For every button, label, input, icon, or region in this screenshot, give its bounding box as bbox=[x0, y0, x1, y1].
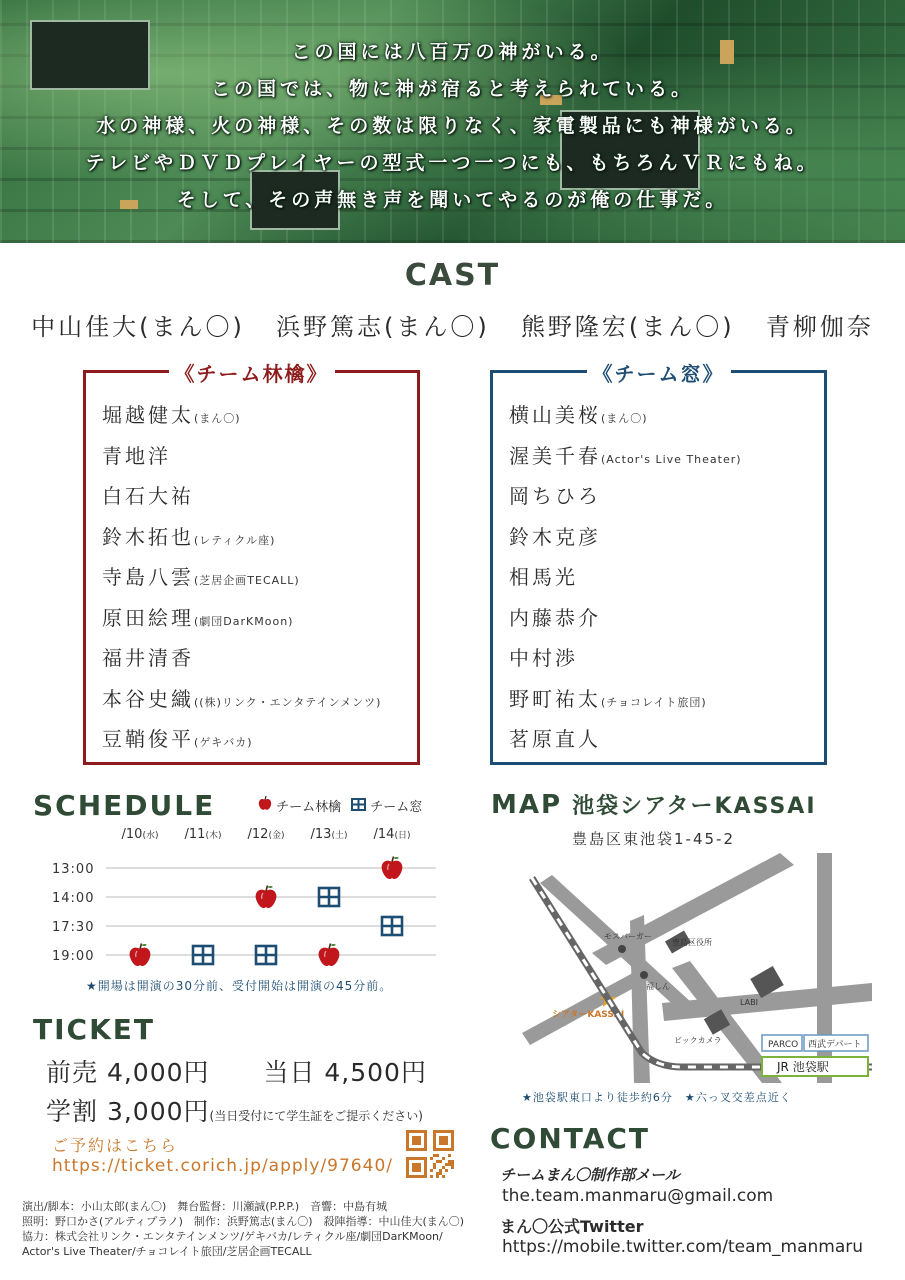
cast-member bbox=[509, 440, 816, 481]
apple-icon bbox=[130, 944, 151, 967]
schedule-date: /13(土) bbox=[310, 827, 348, 842]
cast-member bbox=[102, 723, 409, 764]
schedule-day-of-week: (土) bbox=[331, 831, 348, 841]
schedule-time: 14:00 bbox=[52, 891, 95, 906]
schedule-heading: SCHEDULE bbox=[33, 789, 216, 822]
map-label-labi: LABI bbox=[740, 998, 758, 1007]
hero-banner bbox=[0, 0, 905, 243]
cast-member bbox=[102, 399, 409, 440]
schedule-day-of-week: (木) bbox=[205, 831, 222, 841]
ticket-prices bbox=[46, 1053, 427, 1089]
student-note: (当日受付にて学生証をご提示ください) bbox=[209, 1109, 423, 1123]
cast-member bbox=[509, 561, 816, 602]
member-affiliation: (劇団DarKMoon) bbox=[194, 614, 294, 628]
member-name: 豆鞘俊平 bbox=[102, 727, 194, 751]
reserve-link[interactable]: https://ticket.corich.jp/apply/97640/ bbox=[52, 1156, 393, 1176]
team-window-box bbox=[490, 362, 827, 765]
legend-apple-label: チーム林檎 bbox=[276, 800, 342, 815]
credit-line: 演出/脚本：小山太郎(まん〇) 舞台監督：川瀬誠(P.P.P.) 音響：中島有城 bbox=[22, 1200, 388, 1213]
cast-member bbox=[509, 399, 816, 440]
member-affiliation: (芝居企画TECALL) bbox=[194, 574, 300, 587]
hero-line: そして、その声無き声を聞いてやるのが俺の仕事だ。 bbox=[176, 189, 729, 211]
map-label-office: 豊島区役所 bbox=[672, 938, 712, 947]
map-note: ★池袋駅東口より徒歩約6分 ★六っ叉交差点近く bbox=[522, 1091, 792, 1104]
map-marker-mos bbox=[618, 945, 626, 953]
member-affiliation: (チョコレイト旅団) bbox=[601, 695, 707, 709]
apple-icon bbox=[319, 944, 340, 967]
apple-icon bbox=[256, 886, 277, 909]
hero-text bbox=[0, 34, 905, 219]
legend-window-label: チーム窓 bbox=[370, 800, 423, 815]
credit-line: 協力：株式会社リンク・エンタテインメンツ/ゲキバカ/レティクル座/劇団DarKMoon/ bbox=[22, 1230, 443, 1243]
map-label-parco: PARCO bbox=[768, 1040, 799, 1050]
map-heading bbox=[491, 789, 817, 820]
ticket-heading: TICKET bbox=[33, 1013, 155, 1046]
member-name: 相馬光 bbox=[509, 565, 578, 589]
map-marker-fukushin bbox=[640, 971, 648, 979]
schedule-day-of-week: (水) bbox=[142, 831, 159, 841]
contact-heading: CONTACT bbox=[490, 1122, 651, 1155]
team-apple-title: 《チーム林檎》 bbox=[169, 358, 335, 387]
member-name: 鈴木克彦 bbox=[509, 524, 601, 549]
schedule-day-of-week: (金) bbox=[268, 831, 285, 841]
schedule-grid bbox=[50, 822, 445, 972]
member-name: 寺島八雲 bbox=[102, 565, 194, 589]
venue-address: 豊島区東池袋1-45-2 bbox=[572, 830, 735, 848]
cast-member bbox=[102, 521, 409, 562]
qr-code-icon[interactable] bbox=[406, 1130, 454, 1178]
schedule-legend bbox=[258, 796, 422, 815]
credit-line: 照明：野口かさ(アルティプラノ) 制作：浜野篤志(まん〇) 殺陣指導：中山佳大(まん〇) bbox=[22, 1215, 465, 1228]
member-affiliation: (まん〇) bbox=[601, 412, 648, 425]
map-label-seibu: 西武デパート bbox=[808, 1040, 862, 1050]
map-heading-label: MAP bbox=[491, 790, 563, 820]
hero-line: テレビやＤＶＤプレイヤーの型式一つ一つにも、もちろんＶＲにもね。 bbox=[85, 152, 820, 174]
mail-link[interactable]: the.team.manmaru@gmail.com bbox=[502, 1186, 774, 1206]
main-cast-name: 熊野隆宏(まん〇) bbox=[520, 313, 735, 341]
map-label-bic: ビックカメラ bbox=[674, 1036, 722, 1045]
team-apple-members bbox=[102, 399, 409, 764]
window-icon bbox=[382, 917, 402, 935]
cast-member bbox=[509, 723, 816, 764]
schedule-note: ★開場は開演の30分前、受付開始は開演の45分前。 bbox=[86, 979, 393, 993]
member-name: 内藤恭介 bbox=[509, 605, 601, 630]
member-name: 福井清香 bbox=[102, 646, 194, 670]
cast-member bbox=[509, 683, 816, 724]
member-affiliation: (まん〇) bbox=[194, 412, 241, 425]
student-price-row bbox=[46, 1092, 423, 1128]
schedule-date: /10(水) bbox=[121, 827, 159, 842]
hero-line: この国には八百万の神がいる。 bbox=[291, 41, 614, 63]
main-cast-list bbox=[0, 307, 905, 342]
map-label-station: JR 池袋駅 bbox=[777, 1060, 829, 1074]
schedule-time: 17:30 bbox=[52, 920, 95, 935]
member-affiliation: (レティクル座) bbox=[194, 533, 276, 547]
legend-apple bbox=[258, 796, 341, 815]
member-name: 鈴木拓也 bbox=[102, 524, 194, 549]
member-name: 横山美桜 bbox=[509, 403, 601, 427]
member-name: 野町祐太 bbox=[509, 686, 601, 711]
member-name: 原田絵理 bbox=[102, 605, 194, 630]
schedule-date: /12(金) bbox=[247, 827, 285, 842]
cast-member bbox=[102, 480, 409, 521]
member-name: 渥美千春 bbox=[509, 443, 601, 468]
schedule-time: 13:00 bbox=[52, 862, 95, 877]
member-name: 青地洋 bbox=[102, 443, 171, 468]
team-window-members bbox=[509, 399, 816, 764]
member-affiliation: (Actor's Live Theater) bbox=[601, 452, 742, 466]
twitter-label: まん〇公式Twitter bbox=[500, 1217, 644, 1236]
cast-member bbox=[509, 521, 816, 562]
cast-member bbox=[102, 602, 409, 643]
main-cast-name: 浜野篤志(まん〇) bbox=[276, 313, 490, 341]
window-icon bbox=[319, 888, 339, 906]
member-name: 中村渉 bbox=[509, 646, 578, 670]
cast-member bbox=[509, 480, 816, 521]
member-name: 堀越健太 bbox=[102, 403, 194, 427]
hero-line: 水の神様、火の神様、その数は限りなく、家電製品にも神様がいる。 bbox=[96, 115, 809, 137]
team-apple-box bbox=[83, 362, 420, 765]
venue-name: 池袋シアターKASSAI bbox=[572, 794, 817, 819]
window-icon bbox=[351, 798, 366, 811]
schedule-time: 19:00 bbox=[52, 949, 95, 964]
cast-heading: CAST bbox=[404, 258, 501, 293]
window-icon bbox=[256, 946, 276, 964]
mail-label: チームまん〇制作部メール bbox=[500, 1166, 680, 1184]
main-cast-name: 中山佳大(まん〇) bbox=[31, 313, 245, 341]
credits bbox=[22, 1199, 464, 1259]
window-icon bbox=[193, 946, 213, 964]
cast-member bbox=[102, 440, 409, 481]
cast-member bbox=[509, 602, 816, 643]
apple-icon bbox=[258, 796, 272, 811]
team-window-title: 《チーム窓》 bbox=[587, 358, 731, 387]
member-name: 本谷史織 bbox=[102, 686, 194, 711]
credit-line: Actor's Live Theater/チョコレイト旅団/芝居企画TECALL bbox=[22, 1245, 312, 1258]
cast-member bbox=[102, 642, 409, 683]
advance-price: 前売 4,000円 bbox=[46, 1058, 210, 1087]
legend-window bbox=[351, 796, 422, 815]
member-affiliation: (ゲキバカ) bbox=[194, 736, 253, 749]
schedule-date: /11(木) bbox=[184, 827, 222, 842]
twitter-link[interactable]: https://mobile.twitter.com/team_manmaru bbox=[502, 1237, 864, 1257]
door-price: 当日 4,500円 bbox=[263, 1058, 427, 1087]
cast-member bbox=[102, 561, 409, 602]
reserve-label: ご予約はこちら bbox=[52, 1136, 179, 1155]
map-label-fukushin: 福しん bbox=[646, 982, 670, 991]
member-name: 茗原直人 bbox=[509, 727, 601, 751]
member-name: 白石大祐 bbox=[102, 484, 194, 508]
member-name: 岡ちひろ bbox=[509, 484, 601, 508]
apple-icon bbox=[382, 857, 403, 880]
member-affiliation: ((株)リンク・エンタテインメンツ) bbox=[194, 695, 382, 709]
cast-member bbox=[509, 642, 816, 683]
access-map bbox=[522, 853, 872, 1083]
student-price: 学割 3,000円 bbox=[46, 1097, 210, 1126]
map-label-mos: モスバーガー bbox=[604, 932, 652, 941]
map-label-venue: シアターKASSAI bbox=[552, 1010, 625, 1020]
cast-member bbox=[102, 683, 409, 724]
hero-line: この国では、物に神が宿ると考えられている。 bbox=[210, 78, 694, 100]
schedule-date: /14(日) bbox=[373, 827, 411, 842]
schedule-day-of-week: (日) bbox=[394, 831, 411, 841]
main-cast-name: 青柳伽奈 bbox=[765, 313, 874, 341]
